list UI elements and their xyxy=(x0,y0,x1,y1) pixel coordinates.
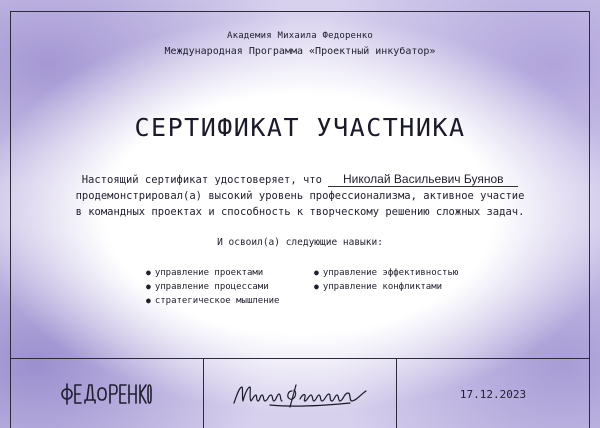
skill-item: ● управление проектами xyxy=(146,266,279,280)
skills-intro: И освоил(а) следующие навыки: xyxy=(217,237,383,248)
skill-item: ● управление конфликтами xyxy=(314,280,458,294)
logo xyxy=(10,359,203,428)
program-name: Международная Программа «Проектный инкубатор» xyxy=(164,46,436,57)
skills-list-right xyxy=(314,266,458,294)
skills-list-left xyxy=(146,266,279,308)
body-line-1-prefix: Настоящий сертификат удостоверяет, что xyxy=(81,174,322,186)
signature xyxy=(203,359,396,428)
body-line-3: в командных проектах и способность к творческому решению сложных задач. xyxy=(75,206,525,218)
skill-item: ● стратегическое мышление xyxy=(146,294,279,308)
skill-item: ● управление процессами xyxy=(146,280,279,294)
issue-date: 17.12.2023 xyxy=(459,387,527,401)
academy-name: Академия Михаила Федоренко xyxy=(226,31,374,41)
recipient-name: Николай Васильевич Буянов xyxy=(328,172,518,187)
fedorenko-logo-icon xyxy=(61,382,153,406)
certificate-title: СЕРТИФИКАТ УЧАСТНИКА xyxy=(134,113,466,142)
skill-item: ● управление эффективностью xyxy=(314,266,458,280)
body-line-1 xyxy=(0,172,600,188)
signature-icon xyxy=(230,377,370,411)
certificate-footer xyxy=(10,358,590,428)
body-line-2: продемонстрировал(а) высокий уровень профессионализма, активное участие xyxy=(75,190,525,202)
certificate-body xyxy=(0,172,600,220)
